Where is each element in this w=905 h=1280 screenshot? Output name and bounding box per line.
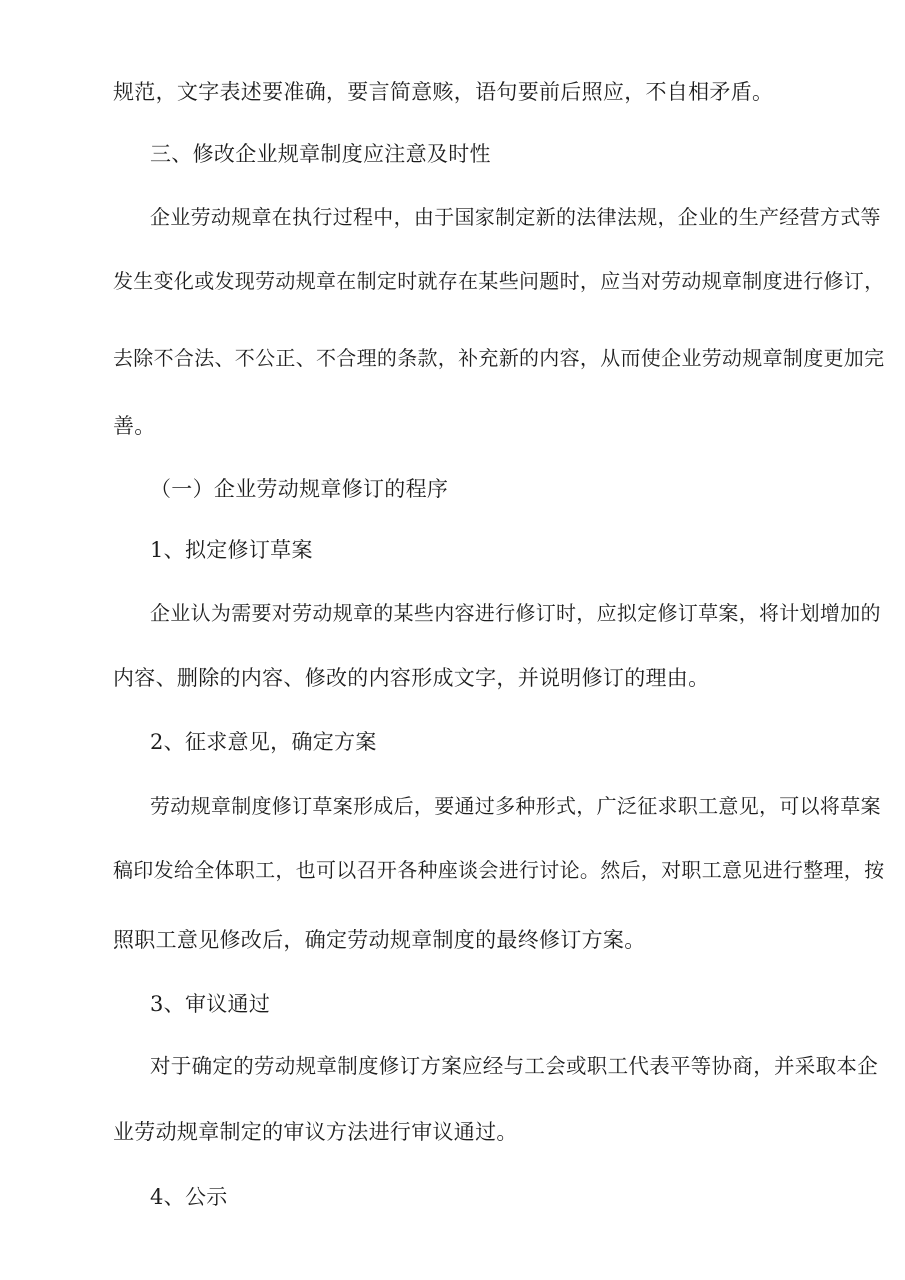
step-heading-3: 3、审议通过 xyxy=(150,992,271,1016)
paragraph-continuation-line: 规范，文字表述要准确，要言简意赅，语句要前后照应，不自相矛盾。 xyxy=(113,80,774,104)
paragraph-line: 业劳动规章制定的审议方法进行审议通过。 xyxy=(113,1120,518,1144)
step-heading-4: 4、公示 xyxy=(150,1185,228,1209)
step-heading-2: 2、征求意见，确定方案 xyxy=(150,730,377,754)
paragraph-line: 照职工意见修改后，确定劳动规章制度的最终修订方案。 xyxy=(113,928,646,952)
paragraph-line: 去除不合法、不公正、不合理的条款，补充新的内容，从而使企业劳动规章制度更加完 xyxy=(113,346,885,370)
paragraph-line: 发生变化或发现劳动规章在制定时就存在某些问题时，应当对劳动规章制度进行修订， xyxy=(113,269,885,293)
paragraph-line: 对于确定的劳动规章制度修订方案应经与工会或职工代表平等协商，并采取本企 xyxy=(150,1054,878,1078)
paragraph-line: 稿印发给全体职工，也可以召开各种座谈会进行讨论。然后，对职工意见进行整理，按 xyxy=(113,858,885,882)
section-heading-3: 三、修改企业规章制度应注意及时性 xyxy=(150,142,491,166)
subsection-heading-1: （一）企业劳动规章修订的程序 xyxy=(150,477,449,501)
paragraph-line: 内容、删除的内容、修改的内容形成文字，并说明修订的理由。 xyxy=(113,666,710,690)
paragraph-line: 企业认为需要对劳动规章的某些内容进行修订时，应拟定修订草案，将计划增加的 xyxy=(150,601,881,625)
paragraph-line: 企业劳动规章在执行过程中，由于国家制定新的法律法规，企业的生产经营方式等 xyxy=(150,205,881,229)
step-heading-1: 1、拟定修订草案 xyxy=(150,538,313,562)
paragraph-line: 善。 xyxy=(113,414,156,438)
paragraph-line: 劳动规章制度修订草案形成后，要通过多种形式，广泛征求职工意见，可以将草案 xyxy=(150,794,881,818)
